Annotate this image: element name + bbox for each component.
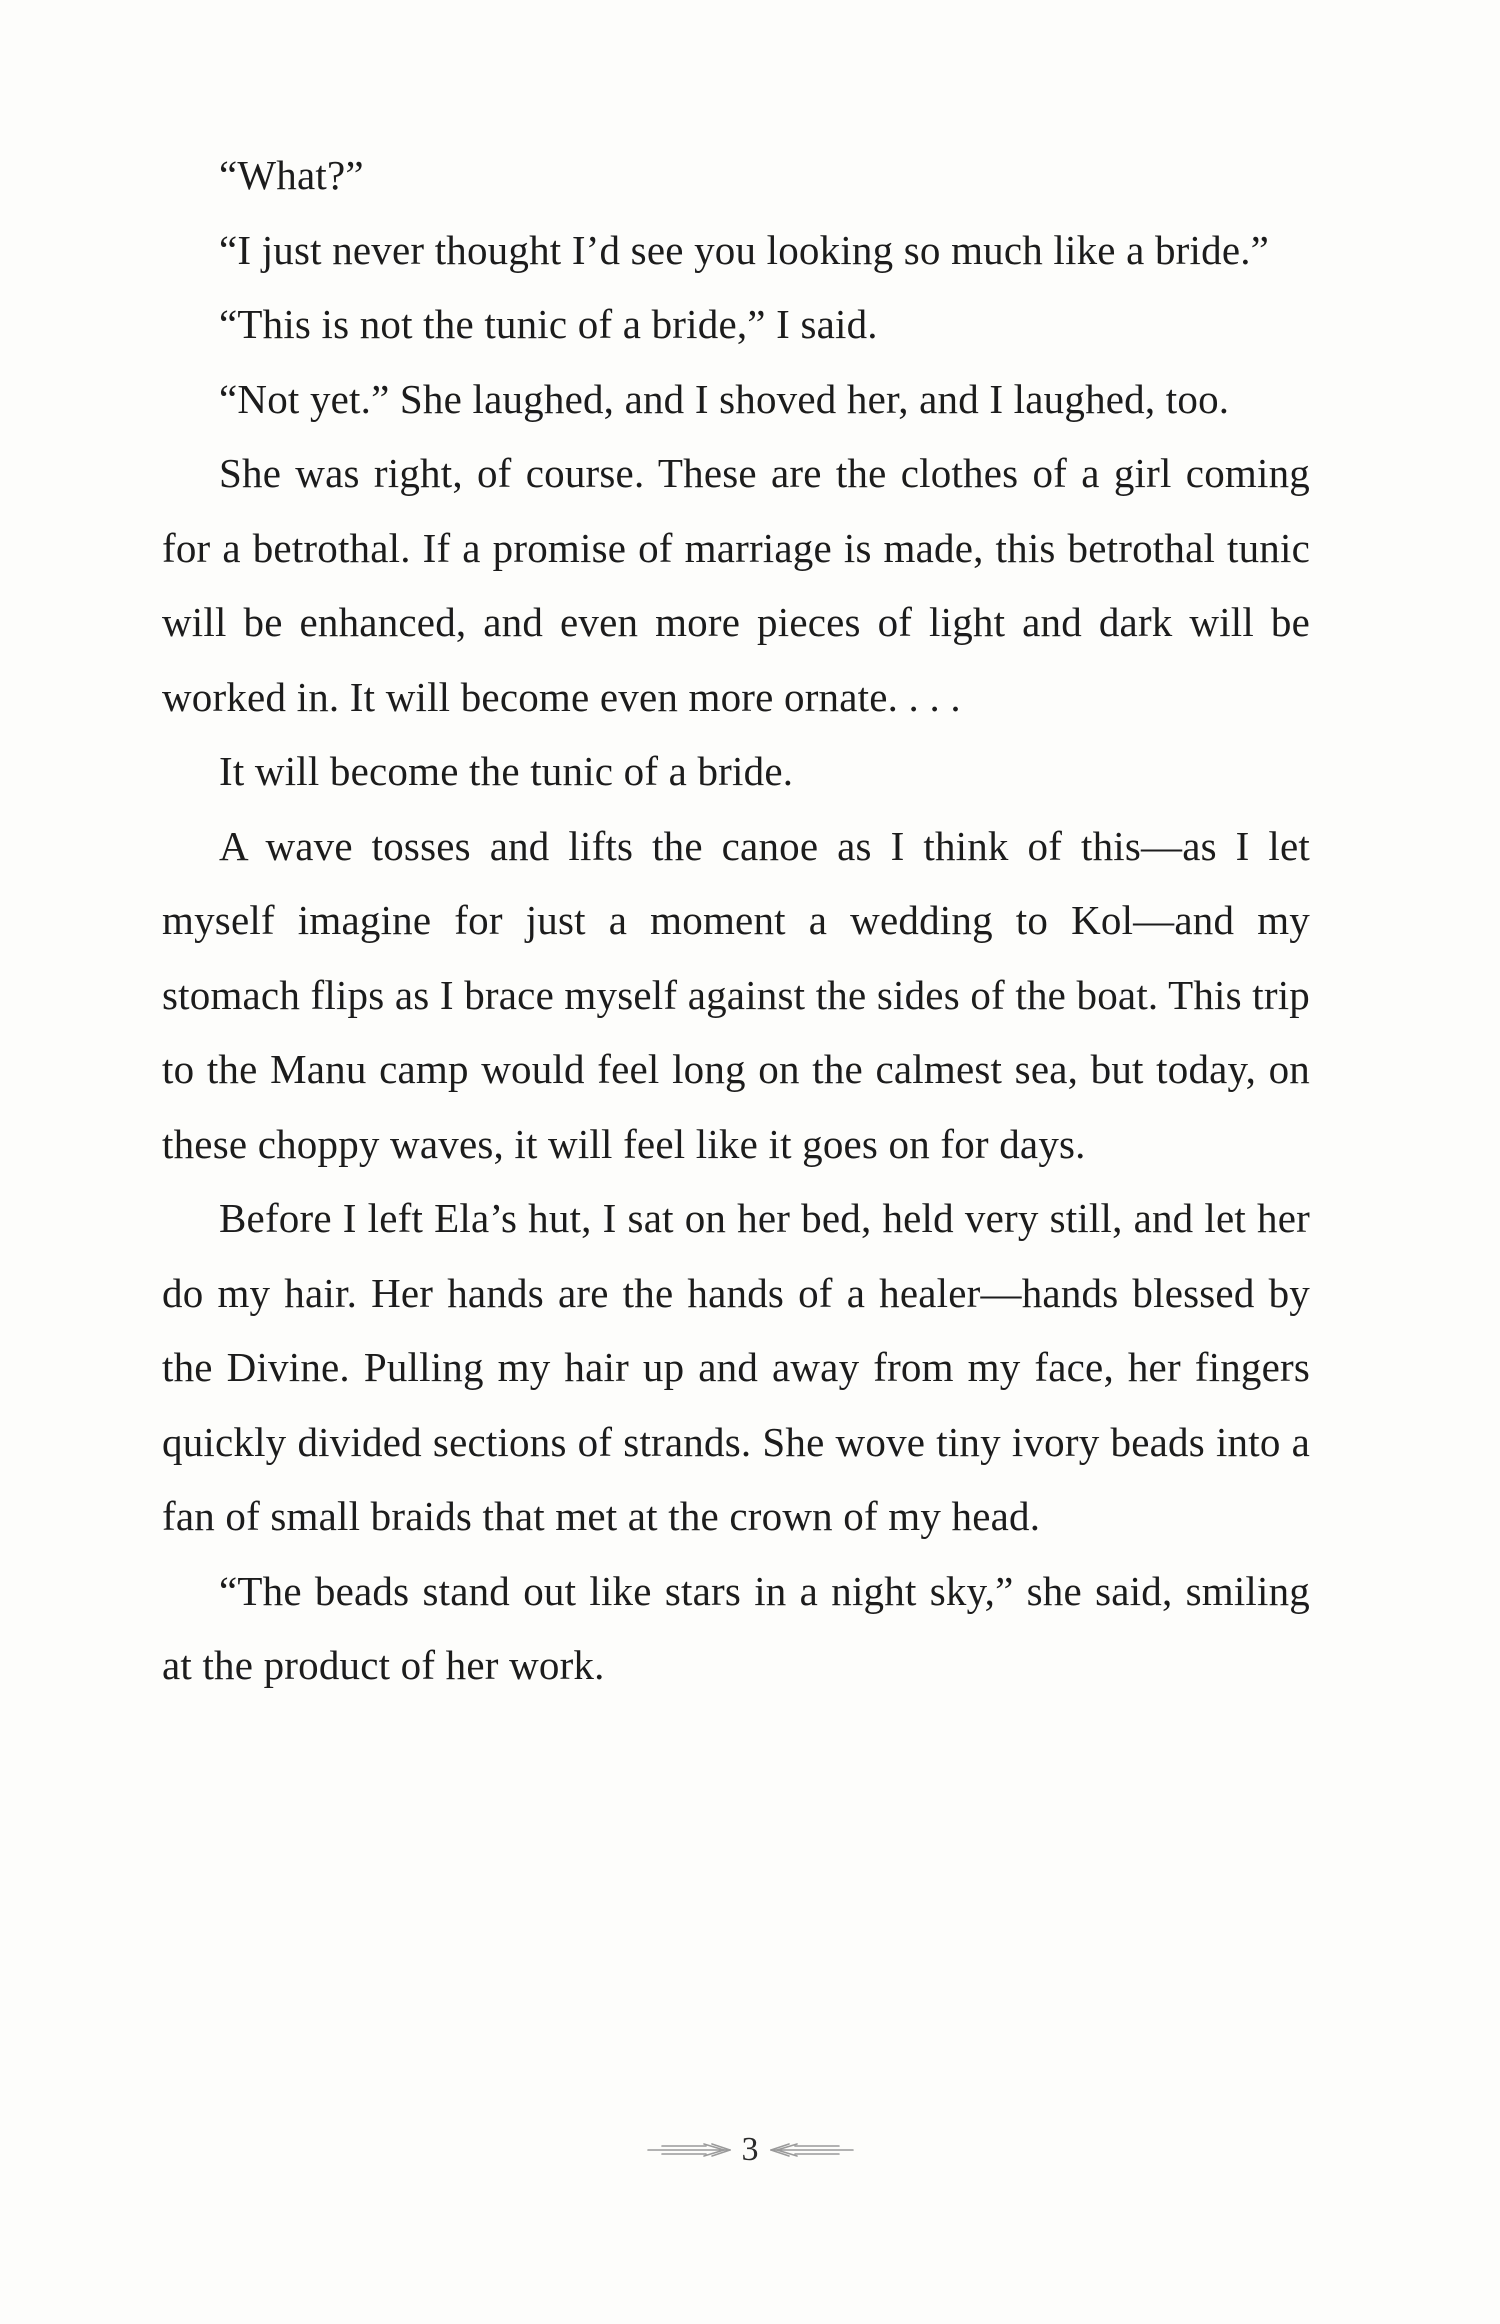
page-number: 3: [741, 2131, 759, 2168]
paragraph-betrothal: She was right, of course. These are the clothes of a girl coming for a betrothal. If a promise of marriage is made, this betrothal tunic will be enhanced, and even more pieces of light and dark will be worked in. It will become even more ornate. . . .: [162, 450, 1310, 720]
paragraph-beads: “The beads stand out like stars in a night sky,” she said, smiling at the product of her work.: [162, 1567, 1310, 1688]
paragraph-not-tunic: “This is not the tunic of a bride,” I said.: [219, 301, 878, 347]
left-ornament-icon: [644, 2139, 734, 2161]
right-ornament-icon: [767, 2139, 857, 2161]
paragraph-not-yet: “Not yet.” She laughed, and I shoved her, and I laughed, too.: [219, 375, 1230, 422]
paragraph-bride-remark: “I just never thought I’d see you looking so much like a bride.”: [219, 226, 1270, 273]
paragraph-ela-hut: Before I left Ela’s hut, I sat on her bed, held very still, and let her do my hair. Her hands are the hands of a healer—hands blessed by the Divine. Pulling my hair up and away from my face, her fingers quickly divided sections of strands. She wove tiny ivory beads into a fan of small braids that met at the crown of my head.: [162, 1195, 1310, 1539]
paragraph-what: “What?”: [219, 152, 364, 198]
paragraph-wave: A wave tosses and lifts the canoe as I think of this—as I let myself imagine for just a moment a wedding to Kol—and my stomach flips as I brace myself against the sides of the boat. This trip to the Manu camp would feel long on the calmest sea, but today, on these choppy waves, it will feel like it goes on for days.: [162, 822, 1310, 1167]
body-text: [162, 138, 1310, 1703]
paragraph-tunic-of-bride: It will become the tunic of a bride.: [219, 748, 794, 794]
page-footer: [0, 2130, 1500, 2170]
